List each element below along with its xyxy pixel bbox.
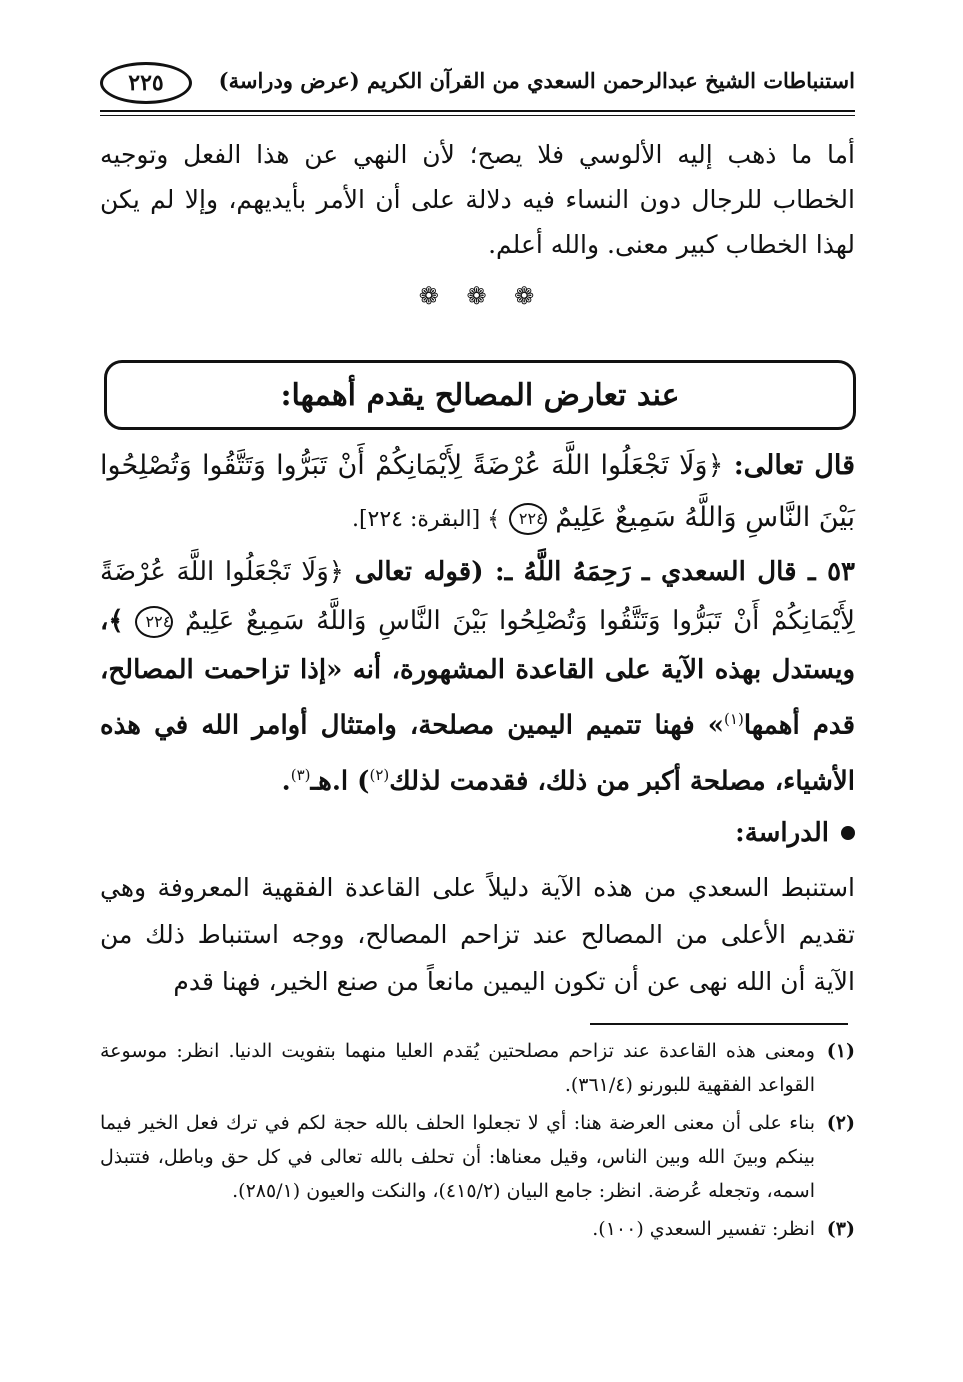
- footnote-1: [100, 1034, 855, 1102]
- footnote-rule: [590, 1023, 848, 1025]
- study-paragraph: استنبط السعدي من هذه الآية دليلاً على القاعدة الفقهية المعروفة وهي تقديم الأعلى من المصالح عند تزاحم المصالح، ووجه استنباط ذلك من الآية أن الله نهى عن أن تكون اليمين مانعاً من صنع الخير، فهنا قدم: [100, 873, 855, 996]
- footnotes: [100, 1034, 855, 1250]
- section-title-box: [104, 360, 856, 430]
- bullet-icon: [841, 826, 855, 840]
- study-heading: [735, 818, 855, 848]
- section-title: عند تعارض المصالح يقدم أهمها:: [280, 377, 680, 413]
- footnote-text: ومعنى هذه القاعدة عند تزاحم مصلحتين يُقدم العليا منهما بتفويت الدنيا. انظر: موسوعة القواعد الفقهية للبورنو (٣٦١/٤).: [100, 1040, 815, 1096]
- verse-text: ﴿وَلَا تَجْعَلُوا اللَّهَ عُرْضَةً لِأَيْمَانِكُمْ أَنْ تَبَرُّوا وَتَتَّقُوا وَتُصْلِحُوا بَيْنَ النَّاسِ وَاللَّهُ سَمِيعٌ عَلِيمٌ: [100, 450, 855, 533]
- header-rule-thin: [100, 115, 855, 116]
- page-number: ٢٢٥: [100, 62, 192, 104]
- verse-reference: ﴾ [البقرة: ٢٢٤].: [351, 507, 501, 532]
- verse-block: [100, 440, 855, 546]
- quote-body-1: ﴾، ويستدل بهذه الآية على القاعدة المشهورة، أنه «إذا تزاحمت المصالح، قدم أهمها: [100, 606, 855, 741]
- footnote-3: [100, 1212, 855, 1246]
- footnote-2: [100, 1106, 855, 1208]
- footnote-number: (٣): [826, 1218, 855, 1240]
- page-header: [100, 60, 855, 110]
- verse-lead: قال تعالى:: [733, 450, 855, 481]
- quote-end: .: [281, 766, 291, 797]
- footnote-text: انظر: تفسير السعدي (١٠٠).: [592, 1218, 815, 1240]
- footnote-ref-2: (٢): [369, 765, 390, 784]
- running-title: استنباطات الشيخ عبدالرحمن السعدي من القرآن الكريم (عرض ودراسة): [218, 68, 855, 93]
- footnote-ref-3: (٣): [290, 765, 311, 784]
- footnote-text: بناء على أن معنى العرضة هنا: أي لا تجعلوا الحلف بالله حجة لكم في ترك فعل الخير فيما بينكم وبينَ الله وبين الناس، وقيل معناها: أن تحلف بالله تعالى في كل حق وباطل، فتتبذل اسمه، وتجعله عُرضة. انظر: جامع البيان (٤١٥/٢)، والنكت والعيون (٢٨٥/١).: [100, 1112, 815, 1202]
- quote-verse: ﴿وَلَا تَجْعَلُوا اللَّهَ عُرْضَةً لِأَيْمَانِكُمْ أَنْ تَبَرُّوا وَتَتَّقُوا وَتُصْلِحُوا بَيْنَ النَّاسِ وَاللَّهُ سَمِيعٌ عَلِيمٌ: [100, 557, 855, 636]
- section-separator: ❁ ❁ ❁: [418, 282, 545, 310]
- quote-body-3: ) ا.هـ: [310, 766, 370, 797]
- study-heading-text: الدراسة:: [735, 818, 829, 848]
- quote-lead: ٥٣ ـ قال السعدي ـ رَحِمَهُ اللَّهُ ـ: (قوله تعالى: [354, 557, 856, 587]
- ayah-number-mark: ٢٢٤: [509, 503, 547, 535]
- quote-ayah-number-mark: ٢٢٤: [135, 606, 173, 638]
- footnote-ref-1: (١): [724, 710, 744, 728]
- header-rule: [100, 110, 855, 112]
- quote-body-2: » فهنا تتميم اليمين مصلحة، وامتثال أوامر الله في هذه الأشياء، مصلحة أكبر من ذلك، فقدمت لذلك: [100, 710, 855, 797]
- saadi-quote: [100, 548, 855, 806]
- footnote-number: (٢): [826, 1112, 855, 1134]
- intro-paragraph: أما ما ذهب إليه الألوسي فلا يصح؛ لأن النهي عن هذا الفعل وتوجيه الخطاب للرجال دون النساء فيه دلالة على أن الأمر بأيديهم، وإلا لم يكن لهذا الخطاب كبير معنى. والله أعلم.: [100, 140, 855, 259]
- footnote-number: (١): [826, 1040, 855, 1062]
